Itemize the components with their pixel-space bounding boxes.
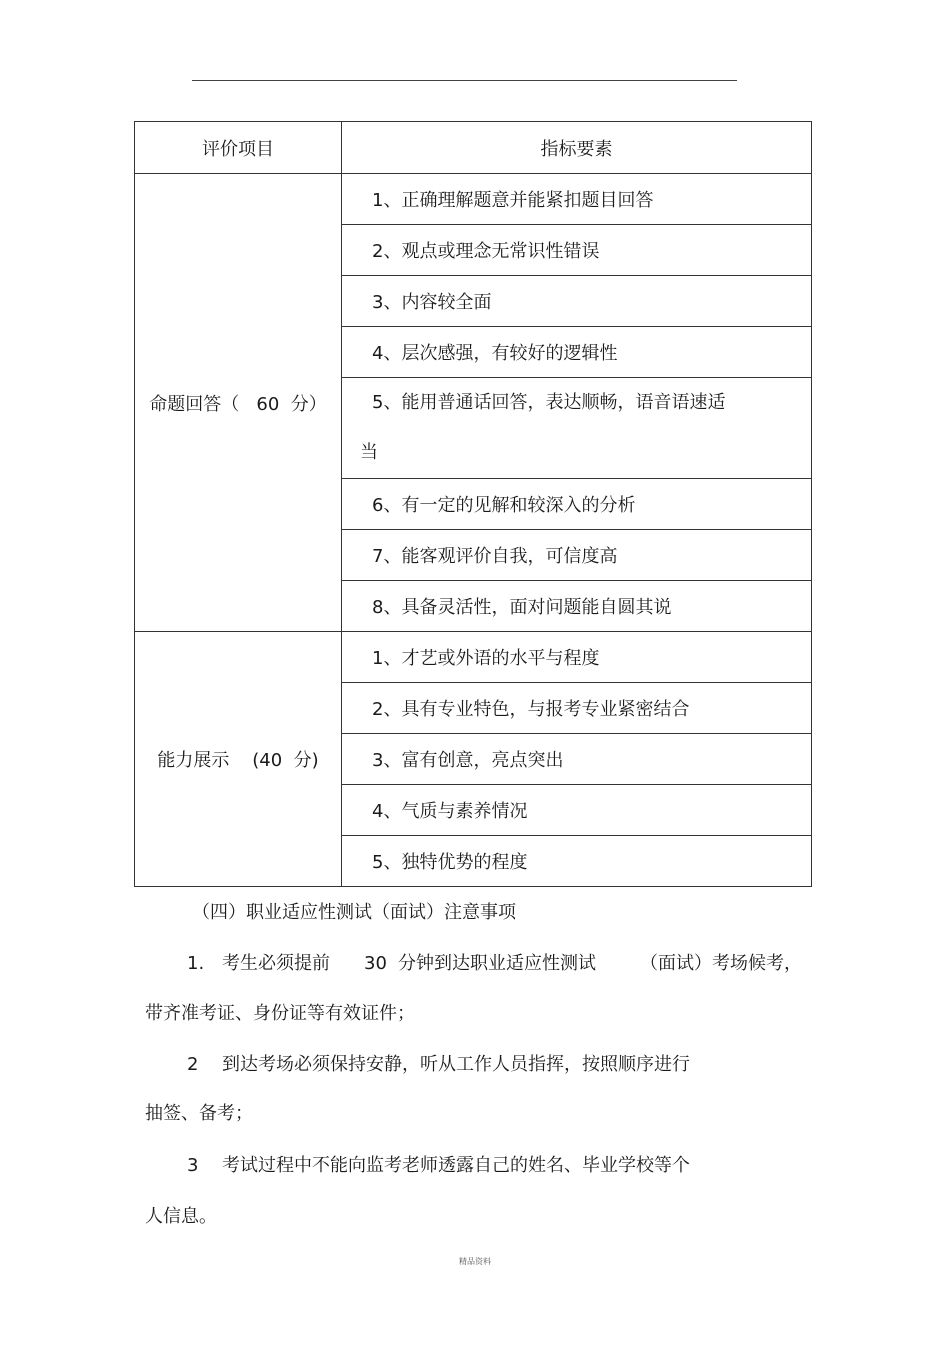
note-2-line-2: 抽签、备考； xyxy=(145,1103,253,1124)
note-1-line-2: 带齐准考证、身份证等有效证件； xyxy=(145,1003,415,1024)
indicator-item: 2、具有专业特色，与报考专业紧密结合 xyxy=(342,683,812,734)
indicator-item: 3、内容较全面 xyxy=(342,276,812,327)
note-1-text-a: 考生必须提前 xyxy=(222,953,330,974)
indicator-line-continuation: 当 xyxy=(360,442,378,463)
category-question-answer: 命题回答（ 60 分） xyxy=(135,174,342,632)
page-footer: 精品资料 xyxy=(459,1257,491,1266)
indicator-item: 1、才艺或外语的水平与程度 xyxy=(342,632,812,683)
indicator-item: 4、层次感强，有较好的逻辑性 xyxy=(342,327,812,378)
indicator-item: 2、观点或理念无常识性错误 xyxy=(342,225,812,276)
note-1-text-c: 分钟到达职业适应性测试 xyxy=(398,953,596,974)
indicator-item: 8、具备灵活性，面对问题能自圆其说 xyxy=(342,581,812,632)
notes-heading: （四）职业适应性测试（面试）注意事项 xyxy=(192,902,516,923)
table-header-row xyxy=(135,122,812,174)
table-row xyxy=(135,174,812,225)
indicator-item: 6、有一定的见解和较深入的分析 xyxy=(342,479,812,530)
note-3-number: 3 xyxy=(187,1155,199,1176)
note-1-text-d: （面试）考场候考， xyxy=(640,953,802,974)
header-rule xyxy=(192,80,737,81)
note-1-text-b: 30 xyxy=(364,953,387,974)
note-3-line-1: 考试过程中不能向监考老师透露自己的姓名、毕业学校等个 xyxy=(222,1155,690,1176)
note-2-number: 2 xyxy=(187,1054,199,1075)
indicator-item: 1、正确理解题意并能紧扣题目回答 xyxy=(342,174,812,225)
evaluation-table xyxy=(134,121,812,887)
note-1-number: 1. xyxy=(187,953,205,974)
category-ability-display: 能力展示 (40 分) xyxy=(135,632,342,887)
indicator-item: 5、独特优势的程度 xyxy=(342,836,812,887)
indicator-item: 7、能客观评价自我，可信度高 xyxy=(342,530,812,581)
indicator-item: 3、富有创意，亮点突出 xyxy=(342,734,812,785)
indicator-item: 4、气质与素养情况 xyxy=(342,785,812,836)
header-indicator: 指标要素 xyxy=(342,122,812,174)
indicator-line: 5、能用普通话回答，表达顺畅，语音语速适 xyxy=(372,392,726,413)
table-row xyxy=(135,632,812,683)
note-2-line-1: 到达考场必须保持安静，听从工作人员指挥，按照顺序进行 xyxy=(222,1054,690,1075)
note-3-line-2: 人信息。 xyxy=(145,1206,217,1227)
header-evaluation-item: 评价项目 xyxy=(135,122,342,174)
indicator-item-two-line xyxy=(342,378,812,479)
